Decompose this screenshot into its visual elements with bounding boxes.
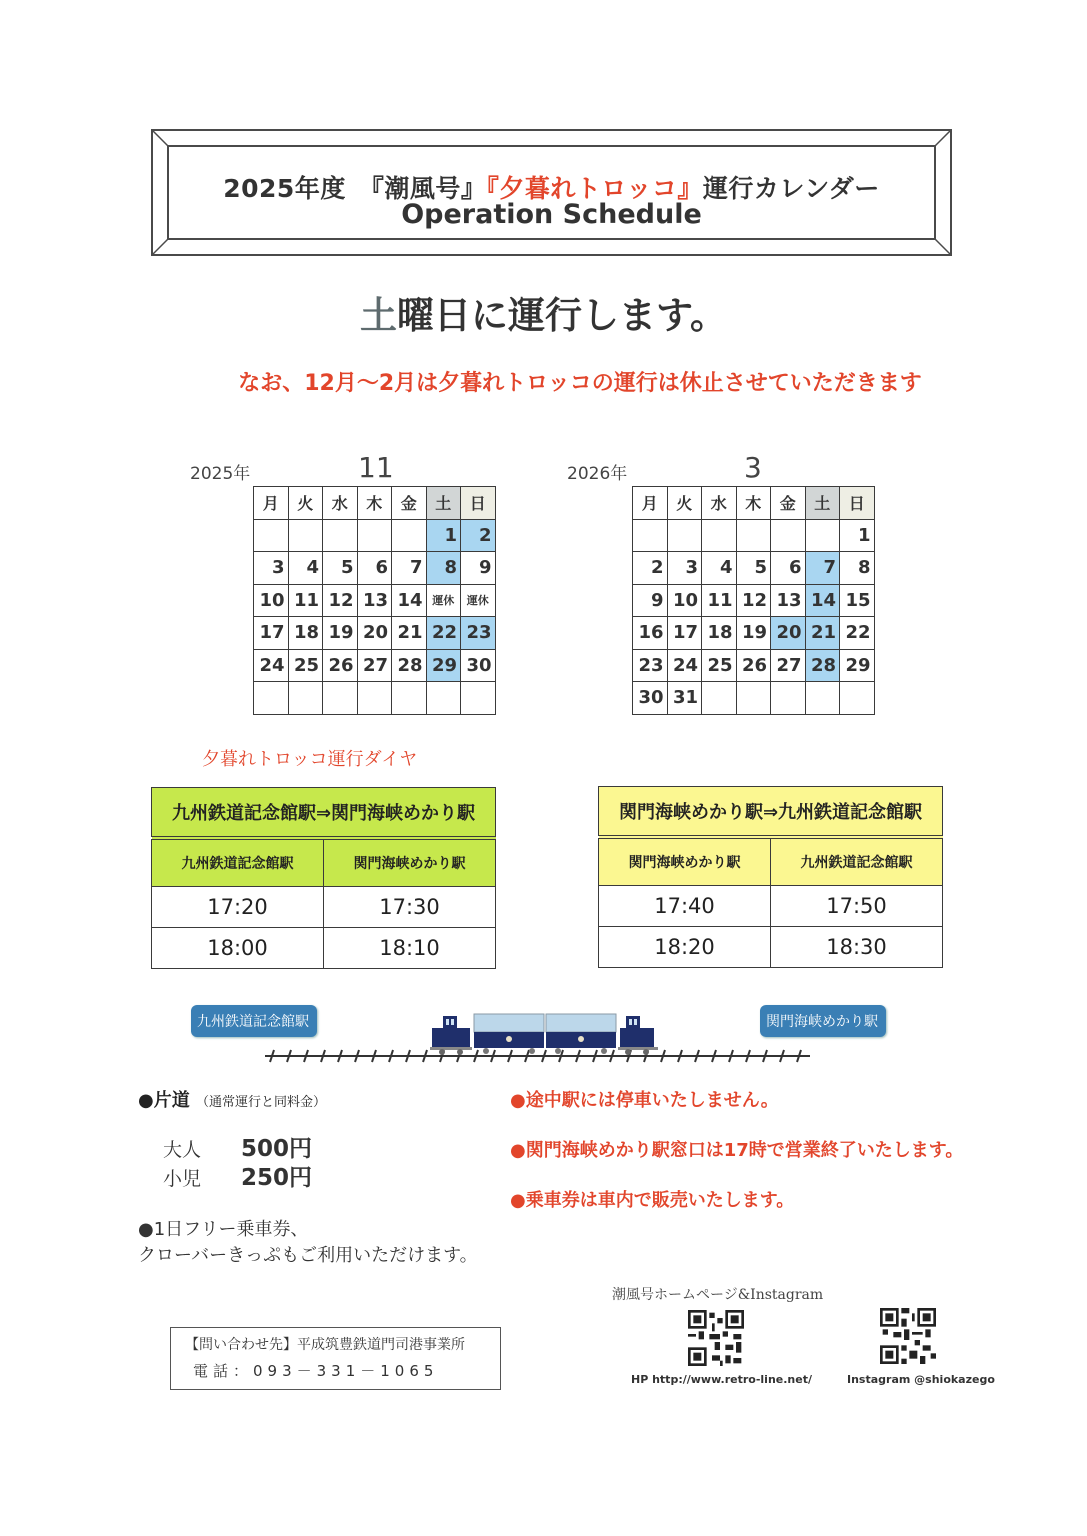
calendar-day: 25 <box>288 649 323 682</box>
fare-title <box>138 1086 326 1112</box>
outbound-time: 17:30 <box>324 887 496 928</box>
inbound-route: 関門海峡めかり駅⇒九州鉄道記念館駅 <box>599 787 943 837</box>
calendar-day: 27 <box>771 649 806 682</box>
calendar-day-operating: 23 <box>461 617 496 650</box>
calendar-day: 27 <box>357 649 392 682</box>
calendar-day: 17 <box>254 617 289 650</box>
calendar-day: 22 <box>840 617 875 650</box>
calendar-day: 23 <box>633 649 668 682</box>
page-title-english: Operation Schedule <box>401 199 702 230</box>
calendar-day: 11 <box>702 584 737 617</box>
homepage-link[interactable]: HP http://www.retro-line.net/ <box>631 1373 812 1386</box>
calendar-day: 13 <box>771 584 806 617</box>
calendar-day: 9 <box>633 584 668 617</box>
qr-code-homepage-icon[interactable] <box>688 1310 744 1366</box>
weekday-header: 火 <box>667 487 702 520</box>
calendar-day <box>805 519 840 552</box>
contact-box <box>170 1327 501 1390</box>
fare-title-label: ●片道 <box>138 1090 190 1111</box>
calendar-day <box>736 682 771 715</box>
calendar-day: 4 <box>702 552 737 585</box>
calendar-day-operating: 8 <box>426 552 461 585</box>
note-ticket-window-hours: ●関門海峡めかり駅窓口は17時で営業終了いたします。 <box>510 1140 964 1161</box>
calendar-day <box>392 519 427 552</box>
calendar-day: 2 <box>633 552 668 585</box>
calendar-day <box>254 682 289 715</box>
headline <box>0 285 1087 339</box>
inbound-time: 18:30 <box>771 927 943 968</box>
timetable-label: 夕暮れトロッコ運行ダイヤ <box>202 749 418 770</box>
weekday-header-row <box>254 487 496 520</box>
calendar-day-operating: 28 <box>805 649 840 682</box>
headline-text: 曜日に運行します。 <box>396 294 728 337</box>
calendar-week-row <box>633 649 875 682</box>
calendar-day <box>840 682 875 715</box>
calendar-day <box>426 682 461 715</box>
calendar-day: 11 <box>288 584 323 617</box>
calendar-day <box>667 519 702 552</box>
free-pass-line-1: ●1日フリー乗車券、 <box>138 1219 309 1240</box>
calendar-day: 25 <box>702 649 737 682</box>
calendar-day <box>805 682 840 715</box>
calendar-day: 5 <box>323 552 358 585</box>
calendar-day <box>288 519 323 552</box>
calendar-day-operating: 1 <box>426 519 461 552</box>
weekday-header: 水 <box>702 487 737 520</box>
calendar-day: 24 <box>667 649 702 682</box>
calendar-day <box>357 682 392 715</box>
inbound-time: 17:50 <box>771 886 943 927</box>
title-highlight: 『夕暮れトロッコ』 <box>486 174 703 203</box>
weekday-header: 木 <box>357 487 392 520</box>
calendar-week-row <box>633 682 875 715</box>
free-pass-note <box>138 1217 478 1269</box>
calendar-day-operating: 29 <box>426 649 461 682</box>
calendar-1-month: 11 <box>358 451 394 484</box>
calendar-2-month: 3 <box>744 451 762 484</box>
calendar-week-row <box>254 649 496 682</box>
instagram-link[interactable]: Instagram @shiokazego <box>847 1373 995 1386</box>
outbound-route: 九州鉄道記念館駅⇒関門海峡めかり駅 <box>152 788 496 838</box>
weekday-header: 月 <box>633 487 668 520</box>
calendar-november-2025 <box>253 486 496 715</box>
calendar-day: 10 <box>667 584 702 617</box>
calendar-day: 28 <box>392 649 427 682</box>
calendar-week-row <box>633 617 875 650</box>
calendar-day <box>357 519 392 552</box>
calendar-day-operating: 7 <box>805 552 840 585</box>
calendar-week-row <box>633 584 875 617</box>
fare-value: 500円 <box>241 1136 313 1162</box>
timetable-outbound <box>151 787 496 969</box>
qr-code-instagram-icon[interactable] <box>880 1308 936 1364</box>
outbound-time: 18:10 <box>324 928 496 969</box>
calendar-day: 26 <box>736 649 771 682</box>
weekday-header-row <box>633 487 875 520</box>
calendar-day: 21 <box>392 617 427 650</box>
calendar-day: 16 <box>633 617 668 650</box>
calendar-day: 6 <box>771 552 806 585</box>
weekday-header: 金 <box>392 487 427 520</box>
calendar-week-row <box>633 519 875 552</box>
calendar-day: 12 <box>323 584 358 617</box>
calendar-day-operating: 14 <box>805 584 840 617</box>
calendar-day-operating: 20 <box>771 617 806 650</box>
calendar-week-row <box>254 682 496 715</box>
calendar-day: 30 <box>633 682 668 715</box>
weekday-header: 木 <box>736 487 771 520</box>
calendar-day <box>771 682 806 715</box>
fare-label: 小児 <box>163 1168 202 1190</box>
calendar-week-row <box>254 552 496 585</box>
weekday-header: 火 <box>288 487 323 520</box>
weekday-header: 土 <box>426 487 461 520</box>
calendar-week-row <box>254 617 496 650</box>
calendar-day-operating: 2 <box>461 519 496 552</box>
inbound-col-departure: 関門海峡めかり駅 <box>599 837 771 886</box>
calendar-day <box>633 519 668 552</box>
inbound-col-arrival: 九州鉄道記念館駅 <box>771 837 943 886</box>
calendar-day <box>288 682 323 715</box>
calendar-day: 29 <box>840 649 875 682</box>
calendar-day <box>771 519 806 552</box>
calendar-day: 30 <box>461 649 496 682</box>
calendar-march-2026 <box>632 486 875 715</box>
outbound-time: 18:00 <box>152 928 324 969</box>
links-caption: 潮風号ホームページ&Instagram <box>612 1287 824 1303</box>
calendar-day <box>323 682 358 715</box>
timetable-inbound <box>598 786 943 968</box>
note-onboard-tickets: ●乗車券は車内で販売いたします。 <box>510 1190 795 1211</box>
title-frame <box>151 129 952 256</box>
inbound-time: 17:40 <box>599 886 771 927</box>
calendar-day: 18 <box>702 617 737 650</box>
suspension-notice: なお、12月～2月は夕暮れトロッコの運行は休止させていただきます <box>238 371 922 396</box>
left-station-badge: 九州鉄道記念館駅 <box>191 1005 317 1037</box>
calendar-week-row <box>254 519 496 552</box>
calendar-day: 4 <box>288 552 323 585</box>
note-no-intermediate-stops: ●途中駅には停車いたしません。 <box>510 1090 779 1111</box>
calendar-day: 31 <box>667 682 702 715</box>
calendar-day: 24 <box>254 649 289 682</box>
weekday-header: 日 <box>840 487 875 520</box>
calendar-day: 10 <box>254 584 289 617</box>
inbound-time: 18:20 <box>599 927 771 968</box>
free-pass-line-2: クローバーきっぷもご利用いただけます。 <box>138 1245 478 1266</box>
calendar-day: 15 <box>840 584 875 617</box>
calendar-day <box>702 519 737 552</box>
weekday-header: 水 <box>323 487 358 520</box>
calendar-day: 3 <box>667 552 702 585</box>
calendar-day: 19 <box>323 617 358 650</box>
calendar-day <box>254 519 289 552</box>
calendar-day: 17 <box>667 617 702 650</box>
outbound-col-departure: 九州鉄道記念館駅 <box>152 838 324 887</box>
calendar-day: 18 <box>288 617 323 650</box>
calendar-day <box>461 682 496 715</box>
calendar-day <box>323 519 358 552</box>
outbound-time: 17:20 <box>152 887 324 928</box>
calendar-day <box>736 519 771 552</box>
calendar-day: 26 <box>323 649 358 682</box>
calendar-day: 6 <box>357 552 392 585</box>
calendar-day-operating: 21 <box>805 617 840 650</box>
calendar-day: 14 <box>392 584 427 617</box>
title-suffix: 運行カレンダー <box>702 174 880 203</box>
title-prefix: 2025年度 『潮風号』 <box>223 174 487 203</box>
calendar-day: 19 <box>736 617 771 650</box>
train-icon <box>260 1012 815 1068</box>
contact-office: 【問い合わせ先】平成筑豊鉄道門司港事業所 <box>185 1337 465 1353</box>
outbound-col-arrival: 関門海峡めかり駅 <box>324 838 496 887</box>
calendar-day-closed: 運休 <box>426 584 461 617</box>
fare-note: （通常運行と同料金） <box>196 1095 327 1110</box>
calendar-day: 3 <box>254 552 289 585</box>
calendar-day-closed: 運休 <box>461 584 496 617</box>
fare-label: 大人 <box>163 1139 202 1161</box>
contact-phone: 電話：093－331－1065 <box>193 1362 439 1380</box>
weekday-header: 月 <box>254 487 289 520</box>
weekday-header: 金 <box>771 487 806 520</box>
calendar-day: 20 <box>357 617 392 650</box>
fare-child <box>163 1159 312 1192</box>
calendar-day: 5 <box>736 552 771 585</box>
calendar-day-operating: 22 <box>426 617 461 650</box>
calendar-day <box>702 682 737 715</box>
calendar-day: 8 <box>840 552 875 585</box>
right-station-badge: 関門海峡めかり駅 <box>760 1005 886 1037</box>
calendar-2-year: 2026年 <box>567 464 628 484</box>
calendar-day: 7 <box>392 552 427 585</box>
calendar-day: 13 <box>357 584 392 617</box>
headline-saturday-char: 土 <box>359 294 397 337</box>
calendar-day: 12 <box>736 584 771 617</box>
calendar-day: 9 <box>461 552 496 585</box>
calendar-day <box>392 682 427 715</box>
weekday-header: 土 <box>805 487 840 520</box>
calendar-week-row <box>633 552 875 585</box>
calendar-week-row <box>254 584 496 617</box>
calendar-day: 1 <box>840 519 875 552</box>
calendar-1-year: 2025年 <box>190 464 251 484</box>
weekday-header: 日 <box>461 487 496 520</box>
fare-value: 250円 <box>241 1165 313 1191</box>
